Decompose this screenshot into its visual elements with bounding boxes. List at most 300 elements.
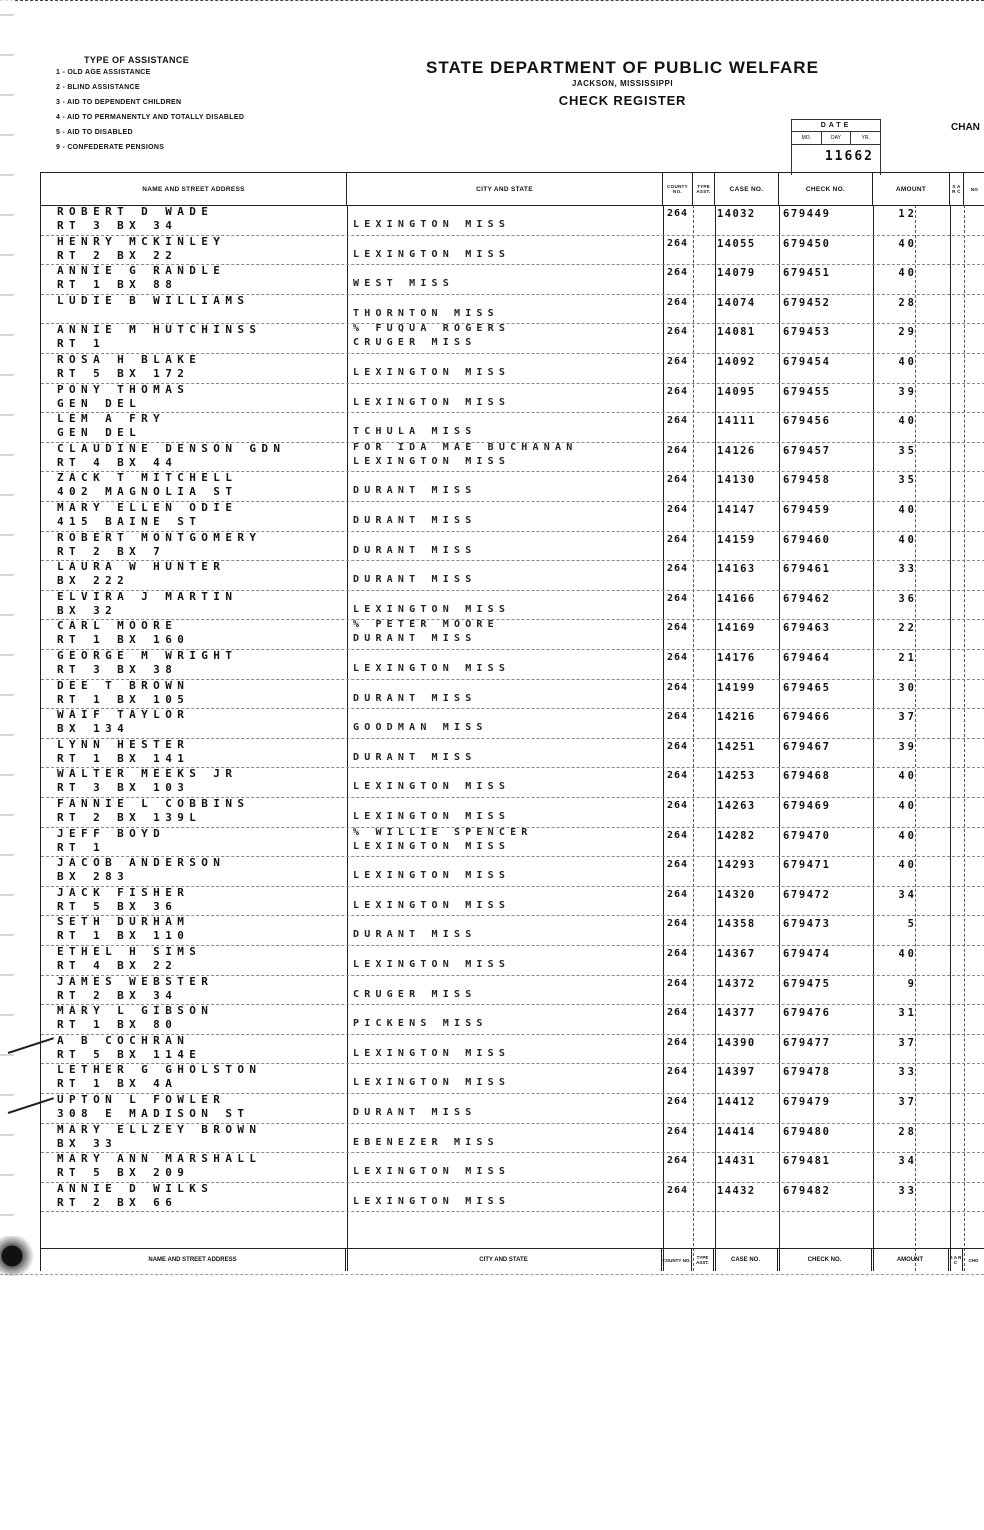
col-city-header: CITY AND STATE [347, 173, 663, 206]
row-case-no: 14176 [717, 652, 756, 664]
date-month-label: MO. [792, 132, 822, 144]
row-county-no: 264 [667, 918, 689, 930]
assistance-item: 2 - BLIND ASSISTANCE [56, 84, 140, 91]
row-city: LEXINGTON MISS [353, 663, 511, 674]
row-case-no: 14079 [717, 267, 756, 280]
row-city: LEXINGTON MISS [353, 603, 511, 615]
row-amount: 9 [907, 977, 917, 990]
row-amount: 40 [898, 356, 917, 368]
row-county-no: 264 [667, 1066, 689, 1078]
row-name: HENRY MCKINLEY [57, 234, 226, 248]
row-case-no: 14253 [717, 770, 756, 783]
row-care-of: % PETER MOORE [353, 619, 499, 631]
row-amount: 28 [898, 296, 917, 309]
row-city: TCHULA MISS [353, 426, 477, 438]
table-row [41, 412, 984, 443]
col-check-header: CHECK NO. [779, 173, 873, 206]
row-case-no: 14159 [717, 533, 756, 546]
row-check-no: 679461 [783, 563, 831, 576]
row-city: WEST MISS [353, 278, 454, 290]
row-case-no: 14251 [717, 740, 756, 753]
row-name: CARL MOORE [57, 619, 178, 633]
row-amount: 40 [898, 504, 917, 516]
table-row [41, 471, 984, 502]
row-case-no: 14282 [717, 829, 756, 842]
table-row [41, 1063, 984, 1094]
footer-chg-label: CHG [968, 1257, 979, 1263]
row-name: LAURA W HUNTER [57, 560, 226, 574]
table-row [41, 708, 984, 739]
footer-county-label: COUNTY NO. [662, 1249, 692, 1271]
row-name: WALTER MEEKS JR [57, 767, 238, 781]
row-city: DURANT MISS [353, 633, 477, 645]
row-name: SETH DURHAM [57, 915, 190, 929]
row-name: JAMES WEBSTER [57, 974, 214, 988]
table-row [41, 1034, 984, 1065]
row-case-no: 14397 [717, 1066, 756, 1079]
row-city: DURANT MISS [353, 929, 477, 941]
row-care-of: % FUQUA ROGERS [353, 323, 511, 335]
date-day-label: DAY [822, 132, 852, 144]
row-case-no: 14111 [717, 415, 756, 428]
row-county-no: 264 [667, 800, 689, 811]
row-city: LEXINGTON MISS [353, 1047, 511, 1059]
row-address: 415 BAINE ST [57, 515, 202, 528]
row-address: RT 4 BX 22 [57, 959, 178, 972]
row-case-no: 14147 [717, 504, 756, 516]
table-row [41, 264, 984, 295]
row-address: RT 1 BX 4A [57, 1077, 178, 1091]
row-amount: 39 [898, 740, 917, 753]
chan-label: CHAN [951, 122, 980, 133]
register-title: CHECK REGISTER [558, 93, 687, 108]
row-county-no: 264 [667, 1036, 689, 1048]
row-address: RT 2 BX 66 [57, 1195, 178, 1209]
row-city: LEXINGTON MISS [353, 781, 511, 793]
scan-edge-top [0, 0, 984, 4]
table-row [41, 531, 984, 562]
row-county-no: 264 [667, 888, 689, 900]
date-value: 11662 [824, 149, 874, 164]
row-case-no: 14092 [717, 356, 756, 368]
row-check-no: 679468 [783, 770, 831, 783]
row-amount: 36 [898, 592, 917, 605]
row-county-no: 264 [667, 504, 689, 515]
row-check-no: 679451 [783, 267, 831, 280]
row-city: LEXINGTON MISS [353, 219, 511, 230]
row-county-no: 264 [667, 385, 689, 397]
assistance-item: 4 - AID TO PERMANENTLY AND TOTALLY DISABLED [56, 114, 245, 121]
row-city: LEXINGTON MISS [353, 1077, 511, 1089]
table-row [41, 679, 984, 710]
row-city: LEXINGTON MISS [353, 1166, 511, 1178]
row-address: RT 2 BX 139L [57, 811, 202, 824]
row-address: RT 3 BX 38 [57, 663, 178, 676]
row-name: LUDIE B WILLIAMS [57, 293, 250, 307]
row-address: RT 2 BX 7 [57, 544, 166, 558]
row-case-no: 14412 [717, 1096, 756, 1108]
table-row [41, 353, 984, 384]
row-name: ELVIRA J MARTIN [57, 589, 238, 603]
row-name: ANNIE D WILKS [57, 1181, 214, 1195]
page-header [380, 58, 865, 108]
row-city: EBENEZER MISS [353, 1136, 499, 1148]
row-county-no: 264 [667, 415, 689, 427]
row-check-no: 679467 [783, 740, 831, 753]
row-county-no: 264 [667, 829, 689, 841]
row-city: DURANT MISS [353, 692, 477, 704]
row-check-no: 679469 [783, 800, 831, 812]
row-name: ANNIE M HUTCHINSS [57, 323, 262, 337]
row-amount: 40 [898, 859, 917, 872]
row-amount: 40 [898, 770, 917, 783]
row-amount: 21 [898, 652, 917, 664]
row-amount: 35 [898, 444, 917, 457]
row-care-of: FOR IDA MAE BUCHANAN [353, 441, 578, 453]
table-row [41, 767, 984, 798]
row-address: BX 222 [57, 574, 130, 588]
row-check-no: 679465 [783, 681, 831, 694]
row-amount: 40 [898, 415, 917, 428]
row-check-no: 679475 [783, 977, 831, 990]
row-case-no: 14358 [717, 918, 756, 931]
assistance-item: 3 - AID TO DEPENDENT CHILDREN [56, 99, 182, 106]
row-name: GEORGE M WRIGHT [57, 649, 238, 662]
row-county-no: 264 [667, 474, 689, 486]
table-row [41, 856, 984, 887]
row-check-no: 679471 [783, 859, 831, 872]
row-check-no: 679478 [783, 1066, 831, 1079]
row-check-no: 679466 [783, 711, 831, 724]
row-county-no: 264 [667, 1007, 689, 1019]
table-row [41, 1152, 984, 1183]
row-case-no: 14414 [717, 1125, 756, 1138]
row-check-no: 679477 [783, 1036, 831, 1049]
row-case-no: 14095 [717, 385, 756, 398]
table-row [41, 205, 984, 236]
col-case-header: CASE NO. [715, 173, 779, 206]
row-check-no: 679459 [783, 504, 831, 516]
row-check-no: 679454 [783, 356, 831, 368]
col-no-header: NO [964, 173, 984, 206]
row-county-no: 264 [667, 267, 689, 279]
col-sarc-header: S A R C [950, 173, 964, 206]
row-county-no: 264 [667, 622, 689, 634]
row-county-no: 264 [667, 652, 689, 663]
row-amount: 29 [898, 326, 917, 339]
row-care-of: % WILLIE SPENCER [353, 826, 533, 838]
row-case-no: 14431 [717, 1155, 756, 1168]
row-address: GEN DEL [57, 426, 142, 440]
row-check-no: 679473 [783, 918, 831, 931]
row-check-no: 679460 [783, 533, 831, 546]
scan-edge-bottom [0, 1274, 984, 1275]
row-amount: 33 [898, 563, 917, 576]
row-address: BX 134 [57, 722, 130, 736]
row-address: RT 5 BX 114E [57, 1047, 202, 1061]
row-amount: 33 [898, 1184, 917, 1197]
row-county-no: 264 [667, 681, 689, 693]
row-case-no: 14199 [717, 681, 756, 694]
page-title: STATE DEPARTMENT OF PUBLIC WELFARE [426, 58, 819, 77]
row-amount: 40 [898, 948, 917, 960]
row-check-no: 679450 [783, 237, 831, 250]
row-case-no: 14166 [717, 592, 756, 605]
row-address: RT 2 BX 34 [57, 988, 178, 1002]
table-row [41, 649, 984, 680]
row-amount: 40 [898, 237, 917, 250]
row-county-no: 264 [667, 1125, 689, 1137]
row-city: PICKENS MISS [353, 1018, 488, 1030]
row-amount: 33 [898, 1066, 917, 1079]
col-type-header: TYPE ASST. [693, 173, 715, 206]
row-check-no: 679456 [783, 415, 831, 428]
row-address: RT 2 BX 22 [57, 248, 178, 262]
register-table [40, 172, 984, 1271]
row-address: RT 3 BX 103 [57, 781, 190, 795]
table-row [41, 560, 984, 591]
row-name: ROBERT D WADE [57, 205, 214, 218]
row-city: LEXINGTON MISS [353, 959, 511, 970]
table-row [41, 294, 984, 325]
row-county-no: 264 [667, 770, 689, 782]
row-name: WAIF TAYLOR [57, 708, 190, 722]
row-address: 308 E MADISON ST [57, 1107, 250, 1120]
row-name: JEFF BOYD [57, 826, 166, 840]
row-amount: 12 [898, 208, 917, 220]
date-label: DATE [792, 119, 880, 132]
row-address: RT 3 BX 34 [57, 219, 178, 232]
row-address: 402 MAGNOLIA ST [57, 485, 238, 499]
row-county-no: 264 [667, 948, 689, 959]
table-row [41, 1123, 984, 1154]
row-city: LEXINGTON MISS [353, 248, 511, 260]
table-row [41, 827, 984, 858]
row-address: RT 4 BX 44 [57, 455, 178, 469]
row-county-no: 264 [667, 711, 689, 723]
row-name: LETHER G GHOLSTON [57, 1063, 262, 1077]
row-county-no: 264 [667, 296, 689, 308]
row-county-no: 264 [667, 592, 689, 604]
row-city: LEXINGTON MISS [353, 840, 511, 852]
scan-edge-left [0, 0, 14, 1270]
row-check-no: 679453 [783, 326, 831, 339]
row-case-no: 14263 [717, 800, 756, 812]
row-check-no: 679463 [783, 622, 831, 635]
row-city: CRUGER MISS [353, 337, 477, 349]
assistance-list [56, 69, 356, 159]
table-row [41, 797, 984, 828]
row-name: JACOB ANDERSON [57, 856, 226, 870]
row-city: LEXINGTON MISS [353, 396, 511, 408]
footer-city-label: CITY AND STATE [346, 1249, 662, 1271]
row-address: RT 1 [57, 337, 106, 351]
row-address: BX 32 [57, 603, 118, 617]
table-row [41, 886, 984, 917]
row-name: ROBERT MONTGOMERY [57, 530, 262, 544]
row-case-no: 14169 [717, 622, 756, 635]
row-case-no: 14130 [717, 474, 756, 487]
row-amount: 31 [898, 1007, 917, 1020]
row-city: LEXINGTON MISS [353, 367, 511, 378]
row-address: RT 1 [57, 840, 106, 854]
row-amount: 30 [898, 681, 917, 694]
row-city: LEXINGTON MISS [353, 899, 511, 911]
row-name: MARY ELLEN ODIE [57, 501, 238, 514]
row-city: LEXINGTON MISS [353, 455, 511, 467]
footer-name-label: NAME AND STREET ADDRESS [40, 1249, 346, 1271]
row-county-no: 264 [667, 977, 689, 989]
row-name: MARY L GIBSON [57, 1004, 214, 1018]
row-check-no: 679457 [783, 444, 831, 457]
row-amount: 34 [898, 1155, 917, 1168]
row-name: MARY ELLZEY BROWN [57, 1122, 262, 1136]
row-city: DURANT MISS [353, 751, 477, 763]
table-row [41, 1093, 984, 1124]
row-name: CLAUDINE DENSON GDN [57, 441, 286, 455]
table-row [41, 383, 984, 414]
row-name: UPTON L FOWLER [57, 1093, 226, 1106]
row-case-no: 14367 [717, 948, 756, 960]
row-name: JACK FISHER [57, 885, 190, 899]
assistance-item: 5 - AID TO DISABLED [56, 129, 133, 136]
row-amount: 40 [898, 533, 917, 546]
row-name: LEM A FRY [57, 412, 166, 426]
row-check-no: 679481 [783, 1155, 831, 1168]
row-name: ETHEL H SIMS [57, 945, 202, 958]
row-amount: 40 [898, 829, 917, 842]
row-amount: 37 [898, 1096, 917, 1108]
row-address: GEN DEL [57, 396, 142, 410]
row-case-no: 14432 [717, 1184, 756, 1197]
row-county-no: 264 [667, 859, 689, 871]
row-city: LEXINGTON MISS [353, 1195, 511, 1207]
row-case-no: 14293 [717, 859, 756, 872]
row-case-no: 14081 [717, 326, 756, 339]
assistance-title: TYPE OF ASSISTANCE [84, 55, 190, 65]
col-name-header: NAME AND STREET ADDRESS [41, 173, 347, 206]
row-check-no: 679455 [783, 385, 831, 398]
row-address: RT 1 BX 110 [57, 929, 190, 943]
row-case-no: 14032 [717, 208, 756, 220]
row-case-no: 14055 [717, 237, 756, 250]
row-check-no: 679482 [783, 1184, 831, 1197]
assistance-item: 1 - OLD AGE ASSISTANCE [56, 69, 151, 76]
row-amount: 28 [898, 1125, 917, 1138]
table-row [41, 501, 984, 532]
row-address: RT 1 BX 88 [57, 278, 178, 292]
row-check-no: 679462 [783, 592, 831, 605]
table-row [41, 945, 984, 976]
col-county-header: COUNTY NO. [663, 173, 693, 206]
assistance-item: 9 - CONFEDERATE PENSIONS [56, 144, 165, 151]
row-county-no: 264 [667, 356, 689, 367]
row-county-no: 264 [667, 1096, 689, 1107]
row-check-no: 679449 [783, 208, 831, 220]
row-amount: 40 [898, 267, 917, 280]
table-row [41, 975, 984, 1006]
row-city: THORNTON MISS [353, 307, 499, 319]
row-amount: 37 [898, 711, 917, 724]
row-address: RT 1 BX 80 [57, 1018, 178, 1032]
row-case-no: 14372 [717, 977, 756, 990]
row-name: FANNIE L COBBINS [57, 797, 250, 810]
row-name: ANNIE G RANDLE [57, 264, 226, 278]
row-city: DURANT MISS [353, 515, 477, 526]
col-amount-header: AMOUNT [873, 173, 950, 206]
row-county-no: 264 [667, 326, 689, 338]
row-city: DURANT MISS [353, 574, 477, 586]
row-county-no: 264 [667, 1155, 689, 1167]
row-amount: 39 [898, 385, 917, 398]
row-case-no: 14377 [717, 1007, 756, 1020]
assistance-legend [56, 55, 356, 159]
row-case-no: 14163 [717, 563, 756, 576]
footer-case-label: CASE NO. [714, 1249, 778, 1271]
date-subheaders [792, 132, 880, 145]
row-county-no: 264 [667, 444, 689, 456]
row-county-no: 264 [667, 533, 689, 545]
row-case-no: 14126 [717, 444, 756, 457]
date-box [791, 119, 881, 175]
row-name: PONY THOMAS [57, 382, 190, 396]
table-row [41, 590, 984, 621]
row-name: A B COCHRAN [57, 1033, 190, 1047]
row-check-no: 679472 [783, 888, 831, 901]
table-footer [40, 1248, 984, 1271]
row-amount: 34 [898, 888, 917, 901]
footer-amount-label: AMOUNT [872, 1249, 949, 1271]
date-year-label: YR. [861, 135, 870, 141]
row-amount: 5 [907, 918, 917, 931]
row-name: DEE T BROWN [57, 678, 190, 692]
row-county-no: 264 [667, 1184, 689, 1196]
row-name: ROSA H BLAKE [57, 353, 202, 366]
row-amount: 35 [898, 474, 917, 487]
row-check-no: 679458 [783, 474, 831, 487]
row-check-no: 679452 [783, 296, 831, 309]
row-county-no: 264 [667, 563, 689, 575]
row-city: DURANT MISS [353, 485, 477, 497]
row-name: MARY ANN MARSHALL [57, 1152, 262, 1166]
footer-sarc-label: S A R C [949, 1249, 963, 1271]
row-check-no: 679464 [783, 652, 831, 664]
row-city: DURANT MISS [353, 1107, 477, 1118]
row-address: RT 1 BX 105 [57, 692, 190, 706]
row-city: LEXINGTON MISS [353, 870, 511, 882]
row-check-no: 679470 [783, 829, 831, 842]
row-case-no: 14074 [717, 296, 756, 309]
table-row [41, 915, 984, 946]
row-check-no: 679479 [783, 1096, 831, 1108]
row-address: RT 1 BX 160 [57, 633, 190, 647]
row-case-no: 14216 [717, 711, 756, 724]
row-city: DURANT MISS [353, 544, 477, 556]
row-city: GOODMAN MISS [353, 722, 488, 734]
table-row [41, 1004, 984, 1035]
row-check-no: 679474 [783, 948, 831, 960]
row-address: RT 5 BX 172 [57, 367, 190, 380]
scan-blot [0, 1236, 40, 1276]
row-address: BX 283 [57, 870, 130, 884]
row-address: RT 5 BX 36 [57, 899, 178, 913]
row-name: ZACK T MITCHELL [57, 471, 238, 485]
row-county-no: 264 [667, 740, 689, 752]
row-amount: 37 [898, 1036, 917, 1049]
row-address: BX 33 [57, 1136, 118, 1150]
table-row [41, 235, 984, 266]
row-county-no: 264 [667, 208, 689, 219]
